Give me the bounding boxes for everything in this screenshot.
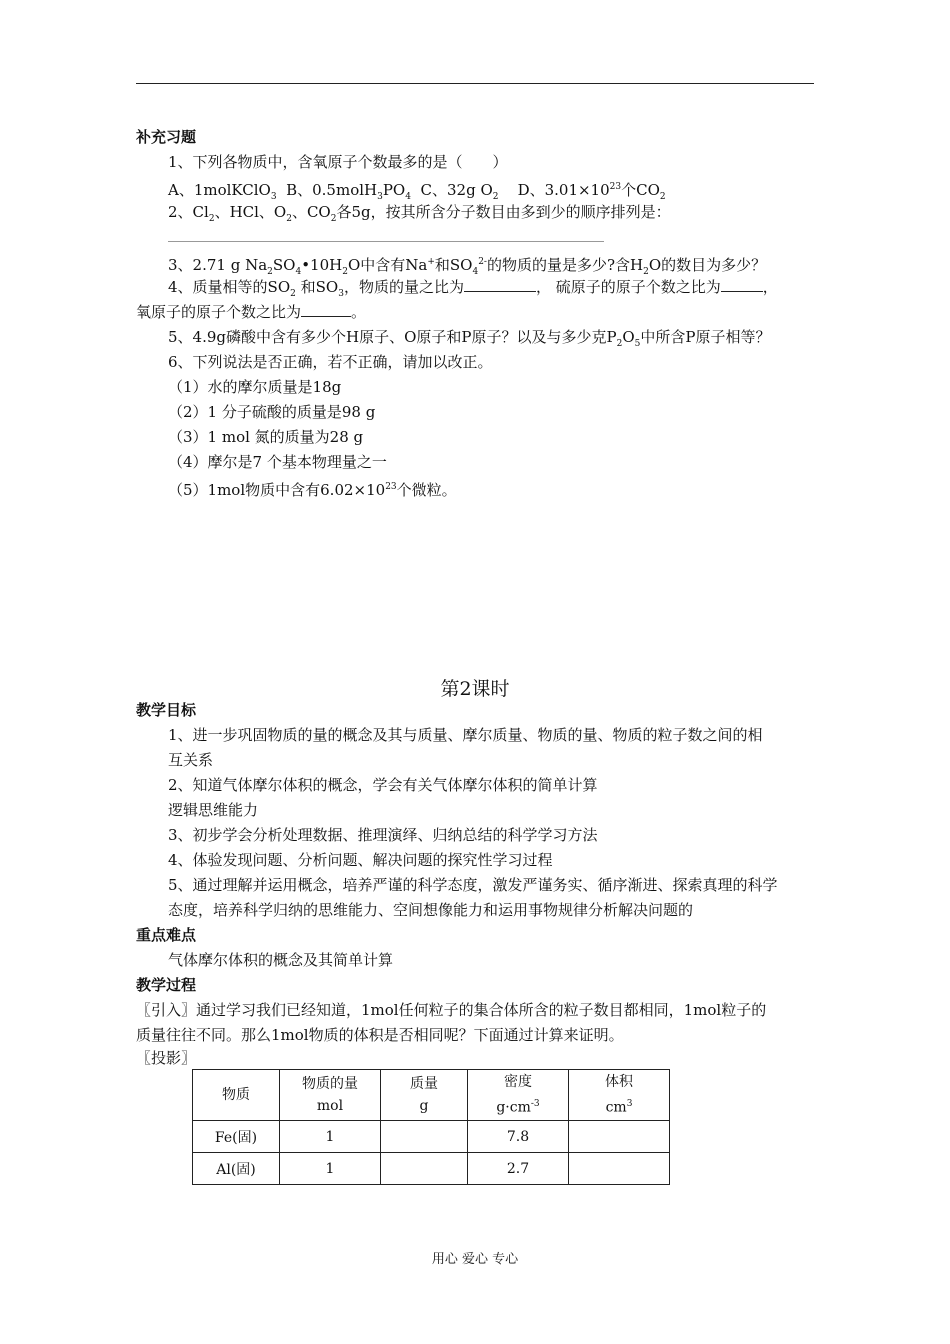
question-5: 5、4.9g磷酸中含有多少个H原子、O原子和P原子？以及与多少克$P_2O_5$中所含P原子相等？: [168, 328, 771, 349]
objective-line: 态度，培养科学归纳的思维能力、空间想像能力和运用事物规律分析解决问题的: [168, 901, 694, 919]
table-cell: 1: [280, 1153, 381, 1185]
q6-item-5: （5）1mol物质中含有$6.02\times 10^{23}$个微粒。: [168, 481, 457, 499]
objective-line: 逻辑思维能力: [168, 801, 259, 819]
projection-label: 〖投影〗: [136, 1049, 197, 1067]
q6-item-3: （3）1 mol 氮的质量为28 g: [168, 428, 364, 446]
table-cell: 7.8: [468, 1121, 569, 1153]
header-cell: 密度 $g\cdot cm^{-3}$: [468, 1070, 569, 1121]
table-row: [193, 1153, 670, 1185]
question-2: 2、$Cl_2$、HCl、$O_2$、$CO_2$各5g，按其所含分子数目由多到少的顺序排列是：: [168, 203, 671, 224]
table-cell: Al(固): [193, 1153, 280, 1185]
table-cell: [569, 1153, 670, 1185]
blank-1: [464, 277, 536, 292]
objective-line: 5、通过理解并运用概念，培养严谨的科学态度，激发严谨务实、循序渐进、探索真理的科学: [168, 876, 778, 894]
table-cell: Fe(固): [193, 1121, 280, 1153]
objectives-heading: 教学目标: [136, 701, 197, 719]
question-6: 6、下列说法是否正确，若不正确，请加以改正。: [168, 353, 493, 371]
objective-line: 4、体验发现问题、分析问题、解决问题的探究性学习过程: [168, 851, 553, 869]
q6-item-1: （1）水的摩尔质量是18g: [168, 378, 342, 396]
objective-line: 互关系: [168, 751, 214, 769]
data-table: [192, 1069, 670, 1185]
key-text: 气体摩尔体积的概念及其简单计算: [168, 951, 394, 969]
header-cell: 物质: [193, 1070, 280, 1121]
objective-line: 1、进一步巩固物质的量的概念及其与质量、摩尔质量、物质的量、物质的粒子数之间的相: [168, 726, 763, 744]
supplement-heading: 补充习题: [136, 128, 197, 146]
question-3: 3、2.71 g $Na_2SO_4•10H_2O$中含有Na+和$SO_4^{2-}$的物质的量是多少?含$H_2O$的数目为多少？: [168, 256, 767, 277]
table-cell: [381, 1153, 468, 1185]
blank-3: [301, 302, 351, 317]
table-cell: 2.7: [468, 1153, 569, 1185]
table-row: [193, 1121, 670, 1153]
q6-item-4: （4）摩尔是7 个基本物理量之一: [168, 453, 387, 471]
table-cell: [569, 1121, 670, 1153]
question-1-options: A、1molKClO$_3$ B、$0.5molH_3PO_4$ C、32g $O_2$ D、$3.01\times 10^{23}$个$CO_2$: [168, 181, 666, 202]
table-header-row: [193, 1070, 670, 1121]
header-rule: [136, 83, 814, 84]
header-cell: 物质的量 mol: [280, 1070, 381, 1121]
lesson-title: 第2课时: [440, 678, 510, 700]
table-cell: 1: [280, 1121, 381, 1153]
intro-line: 〖引入〗通过学习我们已经知道，1mol任何粒子的集合体所含的粒子数目都相同，1mol粒子的: [136, 1001, 767, 1019]
objective-line: 2、知道气体摩尔体积的概念，学会有关气体摩尔体积的简单计算: [168, 776, 598, 794]
header-cell: 质量 g: [381, 1070, 468, 1121]
page-footer: 用心 爱心 专心: [431, 1252, 519, 1267]
q6-item-2: （2）1 分子硫酸的质量是98 g: [168, 403, 376, 421]
question-1: 1、下列各物质中，含氧原子个数最多的是（ ）: [168, 153, 508, 171]
header-cell: 体积 $cm^3$: [569, 1070, 670, 1121]
key-heading: 重点难点: [136, 926, 197, 944]
process-heading: 教学过程: [136, 976, 197, 994]
intro-line: 质量往往不同。那么1mol物质的体积是否相同呢？下面通过计算来证明。: [136, 1026, 624, 1044]
table-cell: [381, 1121, 468, 1153]
answer-line: [168, 241, 604, 242]
objective-line: 3、初步学会分析处理数据、推理演绎、归纳总结的科学学习方法: [168, 826, 598, 844]
question-4: 4、质量相等的$SO_2$ 和$SO_3$，物质的量之比为 ， 硫原子的原子个数之比为 ，: [168, 278, 778, 299]
blank-2: [721, 277, 763, 292]
question-4-cont: 氧原子的原子个数之比为 。: [136, 303, 367, 321]
